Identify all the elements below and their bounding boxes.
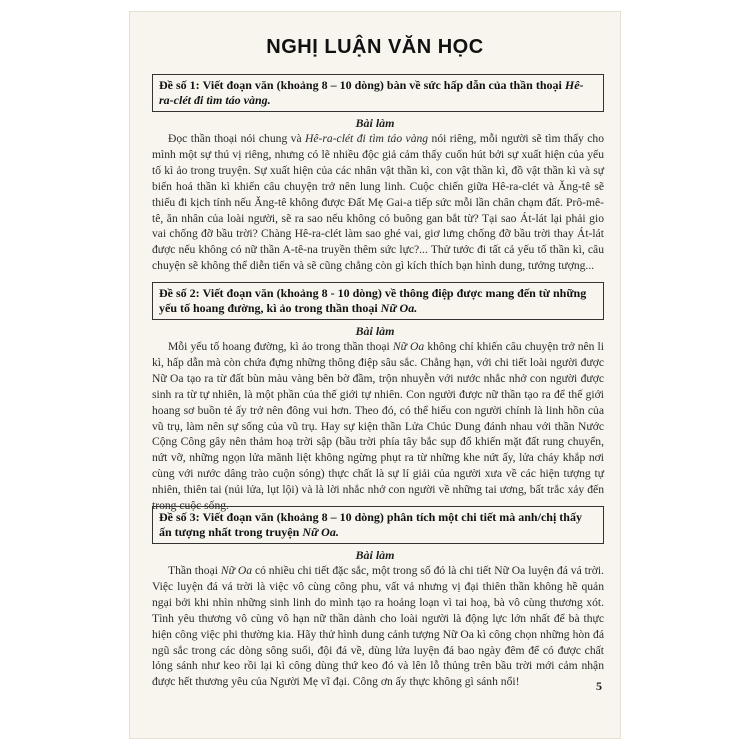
answer-text: Đọc thần thoại nói chung và [168,132,305,145]
answer-text: nói riêng, mỗi người sẽ tìm thấy cho mình một sự thú vị riêng, nhưng có lẽ nhiều độc giả cảm thấy cuốn hút bởi sự xuất hiện của yếu tố kì ảo trong truyện. Sự xuất hiện của các nhân vật thần kì, con vật thần kì, đồ vật thần kì và sự biến hoá thần kì khiến câu chuyện trở nên lung linh. Cuộc chiến giữa Hê-ra-clét và Ăng-tê sẽ thiếu đi kịch tính nếu Ăng-tê không được Đất Mẹ Gai-a tiếp sức mỗi lần chân chạm đất. Prô-mê-tê, ăn nhân của loài người, sẽ ra sao nếu không có buông gan bắt từ? Tại sao Át-lát lại phải gio vai chống đỡ bầu trời? Chàng Hê-ra-clét làm sao ghé vai, giơ lưng chống đỡ bầu trời thay Át-lát được nếu không có nữ thần A-tê-na truyền thêm sức lực?... Thử tước đi tất cả yếu tố thần kì, câu chuyện sẽ không thể diễn tiến và sẽ cũng chẳng còn gì kích thích bạn hình dung, tưởng tượng... [152,132,604,273]
question-label: Đề số 2: [159,286,200,300]
answer-heading: Bài làm [355,324,395,338]
question-prompt: Viết đoạn văn (khoảng 8 - 10 dòng) về thông điệp được mang đến từ những yếu tố hoang đường, kì ảo trong thần thoại [159,286,587,315]
answer-paragraph-3 [152,563,604,690]
question-box-3 [152,506,604,544]
question-prompt-title: Nữ Oa. [302,525,339,539]
book-page [130,12,620,738]
answer-text: Mỗi yếu tố hoang đường, kì ảo trong thần thoại [168,340,393,353]
answer-paragraph-1 [152,131,604,274]
answer-heading: Bài làm [355,116,395,130]
answer-italic-title: Nữ Oa [220,564,253,577]
question-prompt: Viết đoạn văn (khoảng 8 – 10 dòng) bàn về sức hấp dẫn của thần thoại [202,78,562,92]
question-box-2 [152,282,604,320]
question-prompt: Viết đoạn văn (khoảng 8 – 10 dòng) phân tích một chi tiết mà anh/chị thấy ấn tượng nhất trong truyện [159,510,582,539]
answer-italic-title: Hê-ra-clét đi tìm táo vàng [305,132,429,145]
answer-heading: Bài làm [355,548,395,562]
page-title: NGHỊ LUẬN VĂN HỌC [266,36,484,58]
question-prompt-title: Hê-ra-clét đi tìm táo vàng. [159,78,584,107]
answer-text: Thần thoại [168,564,221,577]
question-label: Đề số 1: [159,78,200,92]
answer-italic-title: Nữ Oa [392,340,425,353]
page-number: 5 [596,679,602,693]
answer-text: có nhiều chi tiết đặc sắc, một trong số đó là chi tiết Nữ Oa luyện đá vá trời. Việc luyện đá vá trời là việc vô cùng công phu, vất vả nhưng vị đại thiên thần không hề quản ngại bởi khi nhìn những sinh linh do mình tạo ra hoảng loạn vì tai hoạ, bà vô cùng thương xót. Tình yêu thương vô cùng vô hạn nữ thần dành cho loài người là động lực lớn nhất để bà thực hiện công việc phi thường kia. Hãy thử hình dung cảnh tượng Nữ Oa kì công chọn những hòn đá ngũ sắc trong các dòng sông suối, đội đá về, dùng lửa luyện đá bao ngày đêm để có được chất lỏng sánh như keo rồi lại kì công dùng thứ keo đó và lên lỗ thủng trên bầu trời mới cảm nhận được hết thương yêu của Người Mẹ vĩ đại. Công ơn ấy thực không gì sánh nổi! [152,564,604,689]
question-box-1 [152,74,604,112]
question-label: Đề số 3: [159,510,200,524]
answer-paragraph-2 [152,339,604,514]
answer-text: không chỉ khiến câu chuyện trở nên li kì, hấp dẫn mà còn chứa đựng những thông điệp sâu sắc. Chẳng hạn, với chi tiết loài người được Nữ Oa tạo ra từ đất bùn màu vàng bên bờ đầm, trộn nhuyễn với nước nhắc nhở con người được sinh ra từ tự nhiên, là một phần của thế giới tự nhiên. Con người được nữ thần tạo ra để thế giới hoang sơ buồn tẻ ấy trở nên đông vui hơn. Theo đó, có thể hiểu con người chính là linh hồn của vũ trụ, làm nên sự sống của vũ trụ. Hay sự kiện thần Lửa Chúc Dung đánh nhau với thần Nước Cộng Công gây nên thảm hoạ trời sập (bầu trời phía tây bắc sụp đổ khiến mặt đất rung chuyển, nứt vỡ, những ngọn lửa mãnh liệt không ngừng phụt ra từ những khe nứt ấy, lửa cháy khắp nơi cùng với nước dâng trào cuộn sóng) thực chất là sự lí giải của người xưa về các hiện tượng tự nhiên, thiên tai (núi lửa, lụt lội) và là lời nhắc nhở con người về những tai ương, bất trắc xảy đến trong cuộc sống. [152,340,604,513]
question-prompt-title: Nữ Oa. [380,301,418,315]
